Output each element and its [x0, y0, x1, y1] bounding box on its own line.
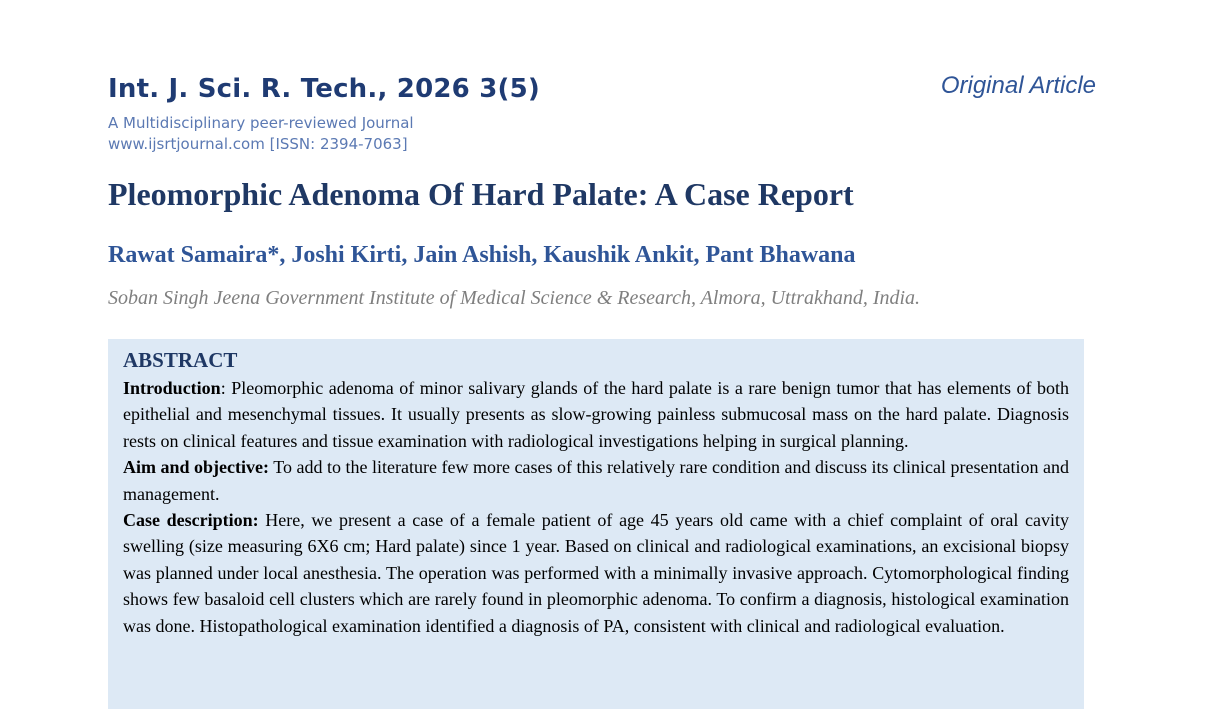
section-label: Case description: — [123, 510, 259, 531]
journal-url: www.ijsrtjournal.com [ISSN: 2394-7063] — [108, 135, 408, 153]
section-label: Introduction — [123, 378, 221, 398]
journal-subtitle: A Multidisciplinary peer-reviewed Journal — [108, 114, 414, 132]
abstract-case-description — [123, 507, 1069, 639]
author-list: Rawat Samaira*, Joshi Kirti, Jain Ashish, Kaushik Ankit, Pant Bhawana — [108, 242, 856, 268]
section-text: Here, we present a case of a female patient of age 45 years old came with a chief complaint of oral cavity swelling (size measuring 6X6 cm; Hard palate) since 1 year. Based on clinical and radiological examinations, an excisional biopsy was planned under local anesthesia. The operation was performed with a minimally invasive approach. Cytomorphological finding shows few basaloid cell clusters which are rarely found in pleomorphic adenoma. To confirm a diagnosis, histological examination was done. Histopathological examination identified a diagnosis of PA, consistent with clinical and radiological evaluation. — [123, 510, 1069, 636]
paper-title: Pleomorphic Adenoma Of Hard Palate: A Case Report — [108, 176, 854, 212]
abstract-box — [108, 339, 1084, 709]
abstract-introduction — [123, 375, 1069, 454]
section-label: Aim and objective: — [123, 457, 270, 478]
article-type-label: Original Article — [940, 72, 1096, 99]
author-affiliation: Soban Singh Jeena Government Institute of Medical Science & Research, Almora, Uttrakhand, India. — [108, 287, 921, 309]
abstract-aim-objective — [123, 454, 1069, 507]
section-text: : Pleomorphic adenoma of minor salivary glands of the hard palate is a rare benign tumor that has elements of both epithelial and mesenchymal tissues. It usually presents as slow-growing painless submucosal mass on the hard palate. Diagnosis rests on clinical features and tissue examination with radiological investigations helping in surgical planning. — [123, 378, 1069, 451]
abstract-heading: ABSTRACT — [123, 348, 238, 372]
section-text: To add to the literature few more cases of this relatively rare condition and discuss its clinical presentation and management. — [123, 457, 1069, 504]
journal-title: Int. J. Sci. R. Tech., 2026 3(5) — [108, 74, 540, 104]
